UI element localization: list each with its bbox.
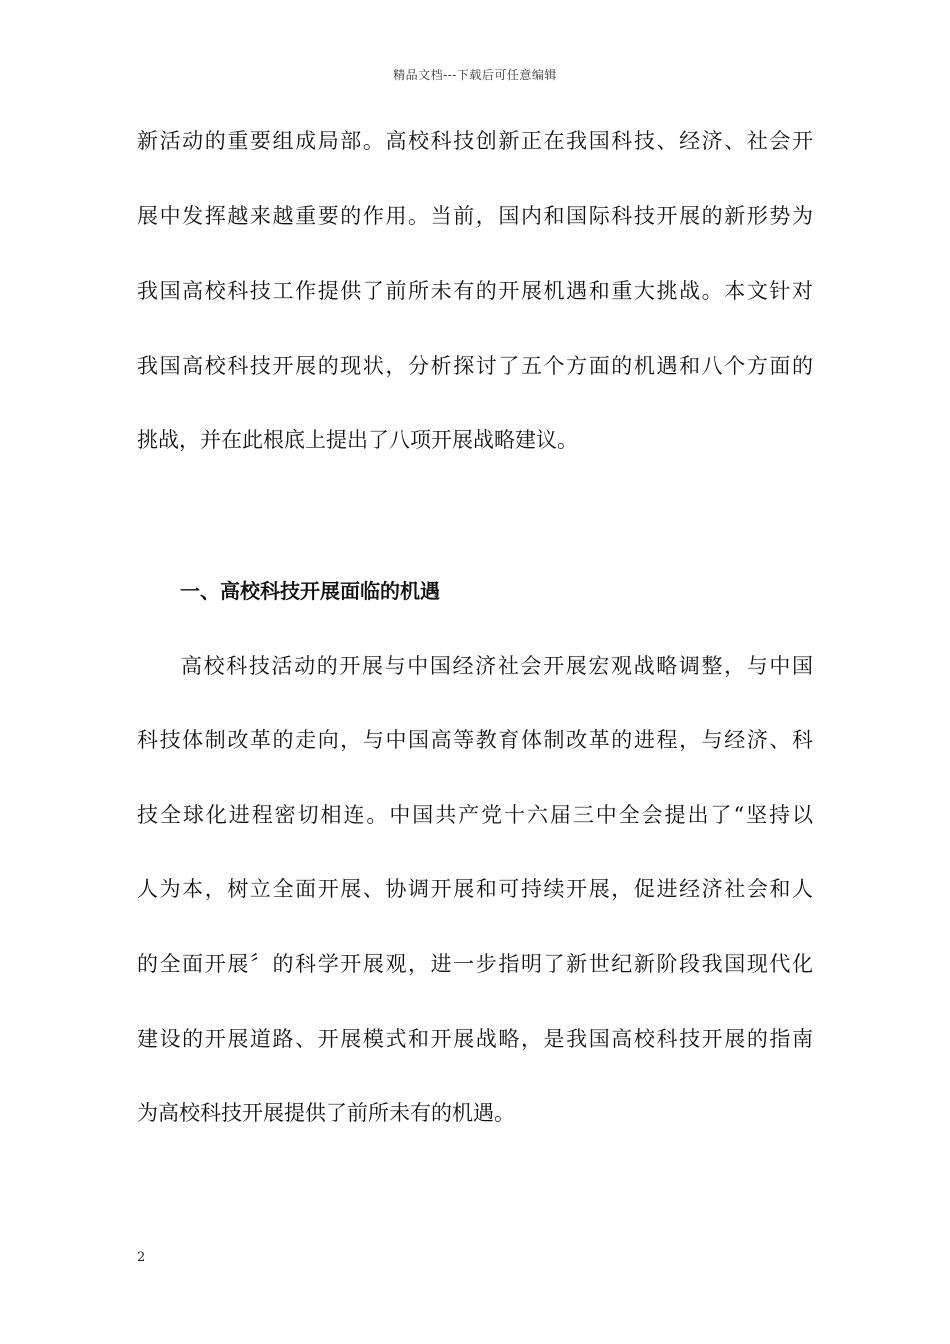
page-number: 2 [137,1250,146,1265]
paragraph-line: 挑战，并在此根底上提出了八项开展战略建议。 [137,428,578,452]
paragraph-line: 我国高校科技工作提供了前所未有的开展机遇和重大挑战。本文针对 [137,279,813,303]
page-header: 精品文档---下载后可任意编辑 [393,68,557,82]
paragraph-line: 高校科技活动的开展与中国经济社会开展宏观战略调整，与中国 [181,654,813,678]
paragraph-line: 为高校科技开展提供了前所未有的机遇。 [137,1101,515,1125]
paragraph-line: 展中发挥越来越重要的作用。当前，国内和国际科技开展的新形势为 [137,204,813,228]
paragraph-line: 新活动的重要组成局部。高校科技创新正在我国科技、经济、社会开 [137,129,813,153]
paragraph-line: 建设的开展道路、开展模式和开展战略，是我国高校科技开展的指南 [137,1027,813,1051]
paragraph-line: 的全面开展〞的科学开展观，进一步指明了新世纪新阶段我国现代化 [137,952,813,976]
section-heading: 一、高校科技开展面临的机遇 [180,579,440,603]
paragraph-line: 技全球化进程密切相连。中国共产党十六届三中全会提出了“坚持以 [137,803,813,827]
paragraph-line: 科技体制改革的走向，与中国高等教育体制改革的进程，与经济、科 [137,728,813,752]
paragraph-line: 人为本，树立全面开展、协调开展和可持续开展，促进经济社会和人 [137,877,813,901]
paragraph-line: 我国高校科技开展的现状，分析探讨了五个方面的机遇和八个方面的 [137,354,813,378]
